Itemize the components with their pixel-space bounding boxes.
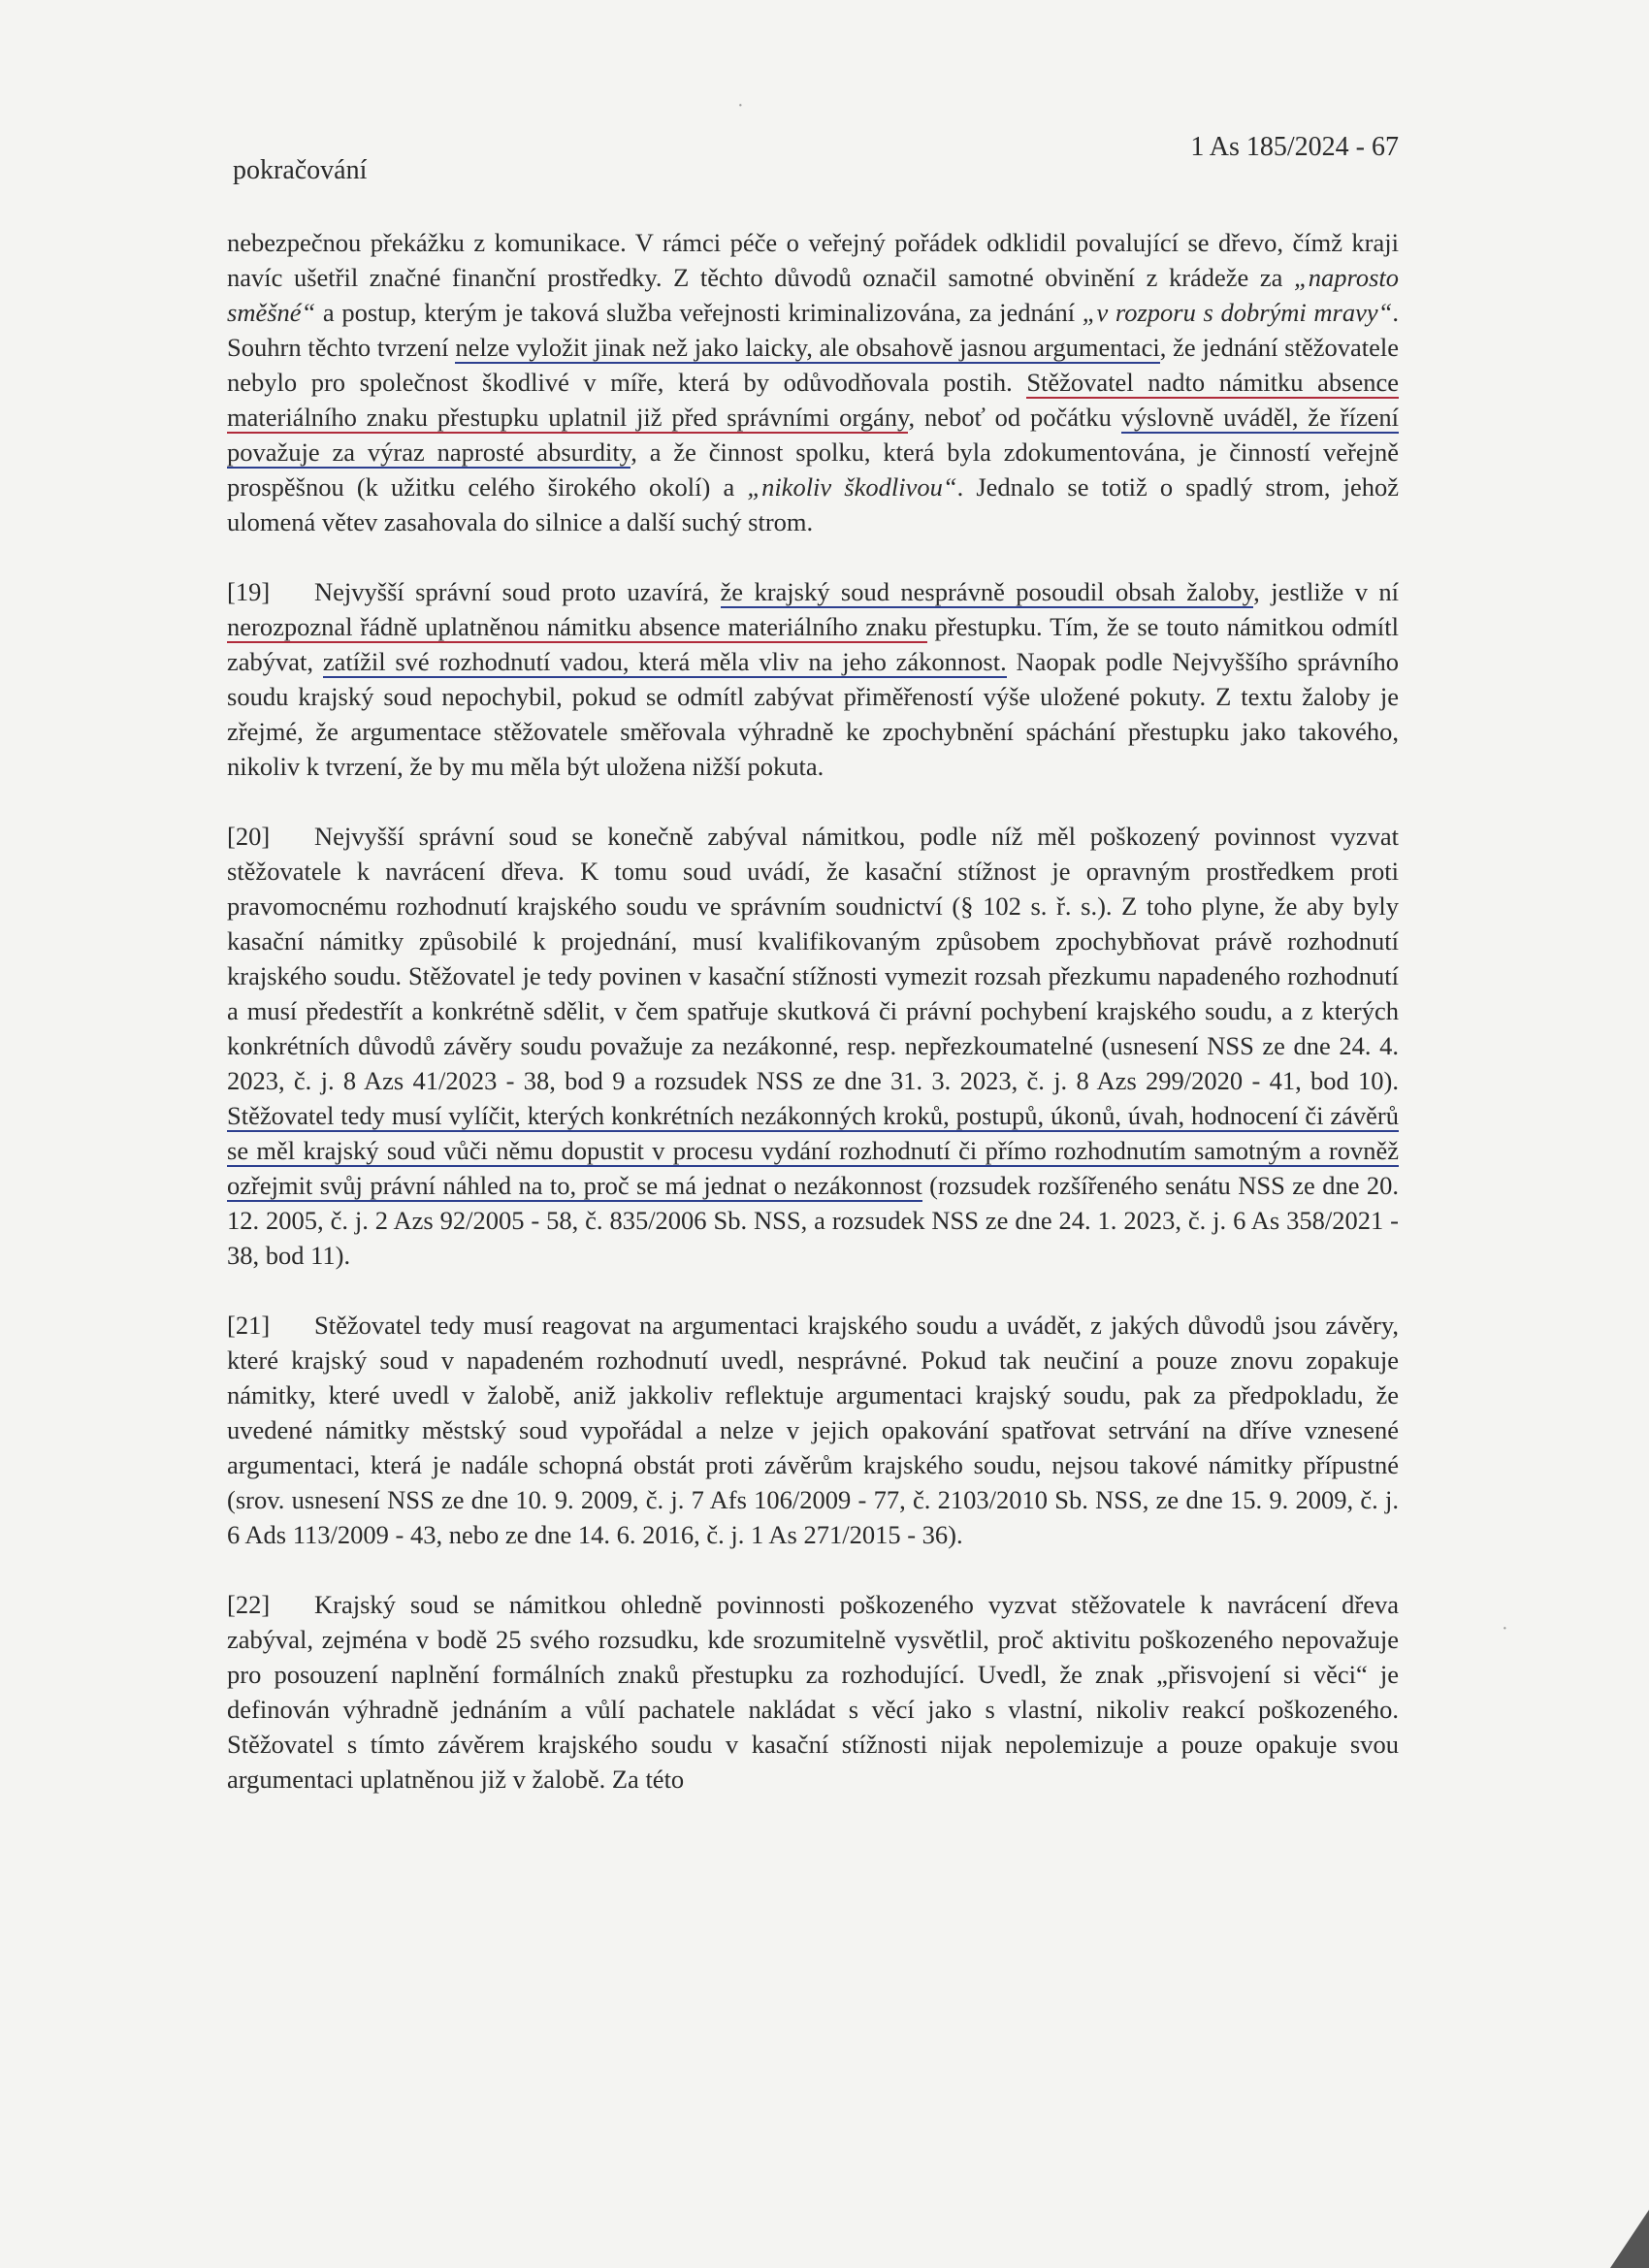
scan-speck: ·	[1502, 1618, 1508, 1639]
underline-blue: výslovně uváděl, že řízení považuje za výraz naprosté absurdity	[227, 403, 1399, 467]
paragraph-number: [21]	[227, 1311, 271, 1340]
underline-red: Stěžovatel nadto námitku absence materiálního znaku přestupku uplatnil již před správními orgány	[227, 368, 1399, 432]
paragraph-22: [22] Krajský soud se námitkou ohledně povinnosti poškozeného vyzvat stěžovatele k navrácení dřeva zabýval, zejména v bodě 25 svého rozsudku, kde srozumitelně vysvětlil, proč aktivitu poškozeného nepovažuje pro posouzení naplnění formálních znaků přestupku za rozhodující. Uvedl, že znak „přisvojení si věci“ je definován výhradně jednáním a vůlí pachatele nakládat s věcí jako s vlastní, nikoliv reakcí poškozeného. Stěžovatel s tímto závěrem krajského soudu v kasační stížnosti nijak nepolemizuje a pouze opakuje svou argumentaci uplatněnou již v žalobě. Za této	[227, 1587, 1399, 1797]
paragraph-continued: nebezpečnou překážku z komunikace. V rámci péče o veřejný pořádek odklidil povalující se dřevo, čímž kraji navíc ušetřil značné finanční prostředky. Z těchto důvodů označil samotné obvinění z krádeže za „naprosto směšné“ a postup, kterým je taková služba veřejnosti kriminalizována, za jednání „v rozporu s dobrými mravy“. Souhrn těchto tvrzení nelze vyložit jinak než jako laicky, ale obsahově jasnou argumentaci, že jednání stěžovatele nebylo pro společnost škodlivé v míře, která by odůvodňovala postih. Stěžovatel nadto námitku absence materiálního znaku přestupku uplatnil již před správními orgány, neboť od počátku výslovně uváděl, že řízení považuje za výraz naprosté absurdity, a že činnost spolku, která byla zdokumentována, je činností veřejně prospěšnou (k užitku celého širokého okolí) a „nikoliv škodlivou“. Jednalo se totiž o spadlý strom, jehož ulomená větev zasahovala do silnice a další suchý strom.	[227, 228, 1400, 536]
continuation-label: pokračování	[233, 155, 368, 185]
scan-speck: ·	[737, 95, 744, 116]
underline-red: nerozpoznal řádně uplatněnou námitku absence materiálního znaku	[227, 612, 927, 641]
scan-corner-shadow	[1610, 2210, 1649, 2268]
paragraph-number: [20]	[227, 822, 271, 851]
underline-blue: nelze vyložit jinak než jako laicky, ale obsahově jasnou argumentaci	[455, 333, 1160, 362]
paragraph-20: [20] Nejvyšší správní soud se konečně zabýval námitkou, podle níž měl poškozený povinnost vyzvat stěžovatele k navrácení dřeva. K tomu soud uvádí, že kasační stížnost je opravným prostředkem proti pravomocnému rozhodnutí krajského soudu ve správním soudnictví (§ 102 s. ř. s.). Z toho plyne, že aby byly kasační námitky způsobilé k projednání, musí kvalifikovaným způsobem zpochybňovat právě rozhodnutí krajského soudu. Stěžovatel je tedy povinen v kasační stížnosti vymezit rozsah přezkumu napadeného rozhodnutí a musí předestřít a konkrétně sdělit, v čem spatřuje skutková či právní pochybení krajského soudu, a z kterých konkrétních důvodů závěry soudu považuje za nezákonné, resp. nepřezkoumatelné (usnesení NSS ze dne 24. 4. 2023, č. j. 8 Azs 41/2023 - 38, bod 9 a rozsudek NSS ze dne 31. 3. 2023, č. j. 8 Azs 299/2020 - 41, bod 10). Stěžovatel tedy musí vylíčit, kterých konkrétních nezákonných kroků, postupů, úkonů, úvah, hodnocení či závěrů se měl krajský soud vůči němu dopustit v procesu vydání rozhodnutí či přímo rozhodnutím samotným a rovněž ozřejmit svůj právní náhled na to, proč se má jednat o nezákonnost (rozsudek rozšířeného senátu NSS ze dne 20. 12. 2005, č. j. 2 Azs 92/2005 - 58, č. 835/2006 Sb. NSS, a rozsudek NSS ze dne 24. 1. 2023, č. j. 6 As 358/2021 - 38, bod 11).	[227, 819, 1399, 1273]
underline-blue: že krajský soud nesprávně posoudil obsah žaloby	[720, 577, 1254, 606]
underline-blue: zatížil své rozhodnutí vadou, která měla vliv na jeho zákonnost.	[322, 647, 1007, 676]
paragraph-number: [19]	[227, 577, 271, 606]
underline-blue: Stěžovatel tedy musí vylíčit, kterých konkrétních nezákonných kroků, postupů, úkonů, úvah, hodnocení či závěrů se měl krajský soud vůči němu dopustit v procesu vydání rozhodnutí či přímo rozhodnutím samotným a rovněž ozřejmit svůj právní náhled na to, proč se má jednat o nezákonnost	[227, 1101, 1399, 1200]
paragraph-19: [19] Nejvyšší správní soud proto uzavírá, že krajský soud nesprávně posoudil obsah žaloby, jestliže v ní nerozpoznal řádně uplatněnou námitku absence materiálního znaku přestupku. Tím, že se touto námitkou odmítl zabývat, zatížil své rozhodnutí vadou, která měla vliv na jeho zákonnost. Naopak podle Nejvyššího správního soudu krajský soud nepochybil, pokud se odmítl zabývat přiměřeností výše uložené pokuty. Z textu žaloby je zřejmé, že argumentace stěžovatele směřovala výhradně ke zpochybnění spáchání přestupku jako takového, nikoliv k tvrzení, že by mu měla být uložena nižší pokuta.	[227, 574, 1399, 784]
case-number: 1 As 185/2024 - 67	[1190, 132, 1399, 162]
document-body	[227, 225, 1399, 1831]
paragraph-number: [22]	[227, 1590, 271, 1619]
paragraph-21: [21] Stěžovatel tedy musí reagovat na argumentaci krajského soudu a uvádět, z jakých důvodů jsou závěry, které krajský soud v napadeném rozhodnutí uvedl, nesprávné. Pokud tak neučiní a pouze znovu zopakuje námitky, které uvedl v žalobě, aniž jakkoliv reflektuje argumentaci krajský soudu, pak za předpokladu, že uvedené námitky městský soud vypořádal a nelze v jejich opakování spatřovat setrvání na dříve vznesené argumentaci, která je nadále schopná obstát proti závěrům krajského soudu, nejsou takové námitky přípustné (srov. usnesení NSS ze dne 10. 9. 2009, č. j. 7 Afs 106/2009 - 77, č. 2103/2010 Sb. NSS, ze dne 15. 9. 2009, č. j. 6 Ads 113/2009 - 43, nebo ze dne 14. 6. 2016, č. j. 1 As 271/2015 - 36).	[227, 1308, 1399, 1552]
